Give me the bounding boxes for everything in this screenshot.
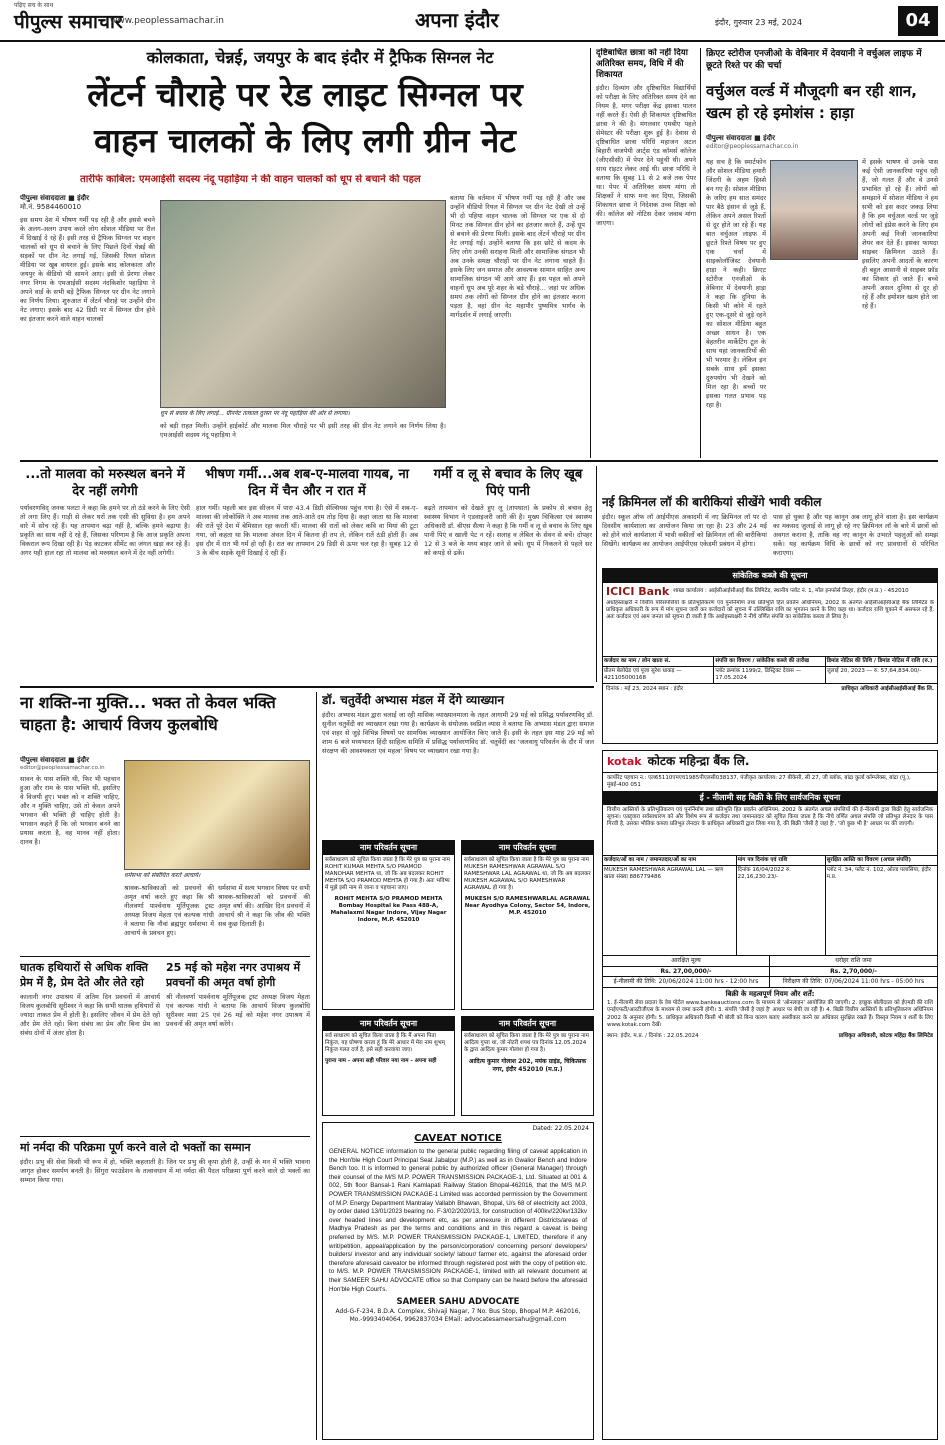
lead-col2 xyxy=(160,422,446,456)
acharya-headline-2: चाहता है: आचार्य विजय कुलबोधि xyxy=(20,715,218,734)
acharya-caption: धर्मसभा को संबोधित करते आचार्य। xyxy=(124,872,201,879)
name-change-notice-1 xyxy=(322,840,455,1010)
lecture-headline: डॉ. चतुर्वेदी अभ्यास मंडल में देंगे व्याख्यान xyxy=(322,693,505,707)
story-visually-impaired xyxy=(596,48,696,458)
name-change-notice-2 xyxy=(461,840,594,1010)
lead-mobile: मो.नं. 9584460010 xyxy=(20,202,82,211)
story-law-body: इंदौर। स्कूल ऑफ लॉ आईपीएस अकादमी में नए क्रिमिनल लॉ पर दो दिवसीय कार्यशाला का आयोजन किया जा रहा है। 23 और 24 मई को होने वाले कार्यशाला में भावी वकीलों को क्रिमिनल लॉ की बारीकियां सिखेंगे। कार्यक्रम का आयोजन आईपीएस एकेडमी प्रबंधन में होगा। xyxy=(602,513,767,548)
notice-1-sign: ROHIT MEHTA S/O PRAMOD MEHTA Bombay Hospital ke Pass 488-A, Mahalaxmi Nagar Indore, Vijay Nagar Indore, M.P. 452010 xyxy=(330,896,447,923)
masthead xyxy=(0,0,945,42)
kotak-tc-title: बिक्री के महत्वपूर्ण नियम और शर्तें: xyxy=(603,987,937,1001)
story-law-body-2: पास हो चुका है और यह कानून अब लागू होने वाला है। इस कार्यक्रम का मकसद जुलाई से लागू हो रहे नए क्रिमिनल लॉ के बारे में छात्रों को अवगत कराना है, ताकि वह नए कानून के उभरते पहलुओं को समझ सकें। यह कार्यक्रम विधि के छात्रों को नए प्रावधानों से परिचित कराएगा। xyxy=(773,513,938,557)
notice-2-body: सर्वसाधारण को सूचित किया जाता है कि मेरे पुत्र का पुराना नाम MUKESH RAMESHWAR AGRAWAL S/O RAMESHWAR LAL AGRAWAL था, जो कि अब बदलकर MUKESH AGRAWAL S/O RAMESHWAR AGRAWAL हो गया है। xyxy=(464,857,591,891)
caveat-notice xyxy=(322,1122,594,1440)
kotak-inspection-date: निरीक्षण की तिथि: 07/06/2024 11:00 hrs - 05:00 hrs xyxy=(770,976,937,987)
caveat-address: Add-G-F-234, B.D.A. Complex, Shivaji Nagar, 7 No. Bus Stop, Bhopal M.P. 462016, Mo.-9993404064, 9962837034 EMail: advocatesameersahu@gmail.com xyxy=(335,1307,581,1323)
acharya-col3 xyxy=(218,884,310,952)
acharya-caption-wrap xyxy=(124,872,310,882)
lead-kicker-wrap xyxy=(60,48,580,70)
notice-3-title: नाम परिवर्तन सूचना xyxy=(323,1017,454,1031)
acharya-headline-wrap xyxy=(20,692,310,752)
lead-body-2: को बड़ी राहत मिली। उन्होंने हाईकोर्ट और मालवा मिल चौराहे पर भी इसी तरह की ग्रीन नेट लगाने का निर्णय लिया है। एमआईसी सदस्य नंदू पहाड़िया ने xyxy=(160,422,446,439)
story-webinar-headline: वर्चुअल वर्ल्ड में मौजूदगी बन रही शान, खत्म हो रहे इमोशंस : हाड़ा xyxy=(706,82,917,122)
kotak-notice-title: ई - नीलामी सह बिक्री के लिए सार्वजनिक सूचना xyxy=(603,791,937,805)
story-webinar-body-2: में इसके भाषण से उनके पास कई ऐसी जानकारियां पहुंच रही हैं, जो गलत हैं और वे उनसे प्रभावित हो रहे हैं। लोगों को समझाने में सोशल मीडिया ने हम सभी को इस कदर जकड़ लिया है कि हम वर्चुअल वर्ल्ड पर जुड़े लोगों को इंप्रेस करने के लिए हम अपनी कई निजी जानकारियां शेयर कर देते हैं। इसका फायदा साइबर क्रिमिनल उठाते हैं। इसलिए अपनी आदतों के कारण ही बहुत आसानी से साइबर फ्रॉड का शिकार हो जाते हैं। बच्चे अपनी असल दुनिया से दूर हो रहे हैं और इमोशन खत्म होते जा रहे हैं। xyxy=(862,158,938,310)
lead-deck: तारीफे काबिल: एमआईसी सदस्य नंदू पहाड़िया ने की वाहन चालकों को धूप से बचाने की पहल xyxy=(80,174,421,185)
kotak-emd-amount: Rs. 2,70,000/- xyxy=(770,966,937,977)
kotak-place-date: स्थान: इंदौर, म.प्र. / दिनांक : 22.05.2024 xyxy=(607,1033,699,1040)
story-malwa-headline: ...तो मालवा को मरुस्थल बनने में देर नहीं लगेगी xyxy=(25,467,185,499)
story-webinar-body: यह सच है कि स्मार्टफोन और सोशल मीडिया हमारी जिंदगी के अहम हिस्से बन गए हैं। सोशल मीडिया के जरिए हम सात समंदर पार बैठे इंसान से जुड़े हैं, लेकिन अपने असल रिश्तों से दूर होते जा रहे हैं। यह बात वर्चुअल लाइफ में छूटते रिश्ते विषय पर हुए एक चर्चा में साइकोलॉजिस्ट देवयानी हाड़ा ने कही। क्रिएट स्टोरीज एनजीओ के वेबिनार में देवयानी हाड़ा ने कहा कि दुनिया के किसी भी कोने में रहते हुए एक-दूसरे से जुड़े रहने का सोशल मीडिया बहुत अच्छा साधन है। एक बेहतरीन मार्केटिंग टूल के साथ यहां जानकारियों की भी भरमार है। लेकिन इन सबके साथ हमें इसका दुरुपयोग भी देखने को मिल रहा है। बच्चों पर इसका गलत प्रभाव पड़ रहा है। xyxy=(706,158,766,409)
narmada-body: इंदौर। प्रभु की सेवा किसी भी रूप में हो, भक्ति कहलाती है। जिन पर प्रभु की कृपा होती है, उन्हीं के मन में भक्ति भावना जागृत होकर समर्पण बनती है। सिंगुरा फाउंडेशन के तत्वावधान में मां नर्मदा की पैदल परिक्रमा पूर्ण करने वाले दो भक्तों का सम्मान किया गया। xyxy=(20,1158,310,1184)
story-vi-headline: दृष्टिबाधित छात्रा को नहीं दिया अतिरिक्त समय, विधि में की शिकायत xyxy=(596,48,688,80)
notice-4-body: सर्वसाधारण को सूचित किया जाता है कि मेरे पुत्र का पुराना नाम आदित्य गुप्ता था, जो नोटरी शपथ पत्र दिनांक 12.05.2024 के द्वारा आदित्य कुमार गोलाश हो गया है। xyxy=(464,1033,589,1053)
icici-cell-property: प्लॉट क्रमांक 1199/2, डिस्ट्रिक्ट देवास — 17.05.2024 xyxy=(714,666,825,683)
story-webinar-col1 xyxy=(706,158,766,458)
notice-4-title: नाम परिवर्तन सूचना xyxy=(462,1017,593,1031)
column-rule xyxy=(316,692,317,1440)
notice-2-title: नाम परिवर्तन सूचना xyxy=(462,841,593,855)
notice-2-sign: MUKESH S/O RAMESHWARLAL AGRAWAL Near Ayodhya Colony, Sector 54, Indore, M.P. 452010 xyxy=(464,896,591,916)
story-malwa-desert xyxy=(20,466,190,682)
icici-branch: शाखा कार्यालय : आईसीआईसीआई बैंक लिमिटेड, स्थानीय प्लॉट नं. 1, मॉल इनफोर्स तिरहा, इंदौर (म.प्र.) - 452010 xyxy=(673,588,909,594)
story-webinar-kicker-wrap xyxy=(706,48,938,74)
story-heatwave-body: हाल गर्मी। पहली बार इस सीजन में पारा 43.4 डिग्री सेल्सियस पहुंच गया है। ऐसे में शब-ए-मालवा की लोकोक्ति ने अब मालवा तक आते-आते दम तोड़ दिया है। कहा जाता था कि मालवा की रातें पूरे देश में बेमिसाल रहा करती थीं। मालवा की रातों को लेकर कवि वा मियां की टूटा गया, जो कहता था कि मालवा अंचल दिन में कितना ही तप ले, लेकिन रातें ठंडी होती हैं। अब इस दौर में रात भी गर्म हो रही है। रात का तापमान 29 डिग्री से ऊपर चल रहा है। सुबह 12 से 3 के बीच सड़कें सूनी दिखाई दे रही हैं। xyxy=(196,504,418,557)
row-rule xyxy=(20,686,594,688)
story-narmada xyxy=(20,1140,310,1440)
story-mahesh-nagar xyxy=(166,960,310,1132)
story-water-headline: गर्मी व लू से बचाव के लिए खूब पिएं पानी xyxy=(433,467,583,499)
column-rule xyxy=(596,466,597,682)
icici-possession-notice xyxy=(602,568,938,744)
notice-1-body: सर्वसाधारण को सूचित किया जाता है कि मेरे पुत्र का पुराना नाम ROHIT KUMAR MEHTA S/O PRAMOD MANOHAR MEHTA था, जो कि अब बदलकर ROHIT MEHTA S/O PRAMOD MEHTA हो गया है। अतः भविष्य में मुझे इसी नाम से जाना व पहचाना जाए। xyxy=(325,857,450,891)
lecture-body: इंदौर। अभ्यास मंडल द्वारा चलाई जा रही मासिक व्याख्यानमाला के तहत आगामी 29 मई को प्रसिद्ध पर्यावरणविद् डॉ. सुनील चतुर्वेदी का व्याख्यान रखा गया है। कार्यक्रम के संयोजक स्वप्निल व्यास ने बताया कि अभ्यास मंडल द्वारा समाज एवं शहर से जुड़े विभिन्न विषयों पर सामयिक व्याख्यान आयोजित किए जाते हैं। इसी के तहत इस माह 29 मई को शाम 6 बजे मध्यभारत हिंदी साहित्य समिति में प्रसिद्ध पर्यावरणविद डॉ. चतुर्वेदी का 'जलवायु परिवर्तन के दौर में जल संरक्षण की आवश्यकता एवं महत्व' विषय पर व्याख्यान रखा गया है। xyxy=(322,711,594,755)
story-lecture xyxy=(322,692,594,832)
kotak-col-3: सुरक्षित आस्ति का विवरण (अचल संपत्ति) xyxy=(826,857,911,863)
lead-photo xyxy=(160,200,446,408)
acharya-body-2: श्रावक-श्राविकाओं को प्रवचनों की अमृत वर्षा करते हुए कहा कि श्री नीलवर्णा पार्श्वनाथ मूर्तिपूजक ट्रस्ट अध्यक्ष विजय मेहता एवं कल्पक गांधी ने बताया कि नौवां ब्रह्मपुर धर्मसभा में आचार्य के प्रवचन हुए। xyxy=(124,884,214,937)
kotak-bank-name: कोटक महिन्द्रा बैंक लि. xyxy=(647,754,750,768)
lead-headline xyxy=(20,72,590,172)
narmada-headline: मां नर्मदा की परिक्रमा पूर्ण करने वाले दो भक्तों का सम्मान xyxy=(20,1141,251,1154)
lead-byline: पीपुल्स संवाददाता ■ इंदौर xyxy=(20,194,89,202)
mahesh-nagar-body: श्री नीलवर्णा पार्श्वनाथ मूर्तिपूजक ट्रस्ट अध्यक्ष विजय मेहता एवं कल्पक गांधी ने बताया कि आचार्य विजय कुलबोधि सूरीश्वर मसा 25 एवं 26 मई को महेश नगर उपाश्रय में प्रवचनों की अमृत वर्षा करेंगे। xyxy=(166,993,310,1028)
icici-place: दिनांक : मई 23, 2024 स्थान : इंदौर xyxy=(606,686,684,692)
column-rule xyxy=(700,48,701,458)
kotak-address: कार्पोरेट पहचान न.: एल65110एमएच1985पीएलसी038137, पंजीकृत कार्यालय: 27 बीकेसी, सी 27, जी ब्लॉक, बांद्रा कुर्ला कॉम्प्लेक्स, बांद्रा (पू.), मुंबई-400 051 xyxy=(607,775,911,788)
lead-headline-line1: लेंटर्न चौराहे पर रेड लाइट सिग्नल पर xyxy=(87,75,523,114)
kotak-cell-property: प्लॉट नं. 34, फ्लैट नं. 102, ओल्ड पलासिया, इंदौर म.प्र. xyxy=(826,865,937,955)
story-drink-water xyxy=(424,466,592,682)
lead-body-3: बताया कि वर्तमान में भीषण गर्मी पड़ रही है और जब उन्होंने वीडियो रियल में सिग्नल पर ग्रीन नेट देखी तो उन्हें भी दो पहिया वाहन चालक जो सिग्नल पर एक से दो मिनट तक सिग्नल ग्रीन होने का इंतजार करते हैं, उन्हें धूप से बचाने की प्रेरणा मिली। इसके बाद लेंटर्न चौराहे पर ग्रीन नेट लगाई गई। उन्होंने बताया कि इस छोटे से कदम के लिए लोग उनकी सराहना मिली और सामाजिक संगठन भी अब उनके समक्ष चौराहों पर ग्रीन नेट लगाना चाहते हैं। इसके लिए जन समाज और आवश्यक सामान साहित अन्य सामाजिक संगठन भी आगे आए हैं। इस पहल को अपने वाहनों धूप अब पूरे शहर के बड़े चौराहे... जहां पर अधिक समय तक लोगों को सिग्नल ग्रीन होने का इंतजार करना पड़ता है, वहां ग्रीन नेट महापौर पुष्यमित्र भार्गव के मार्गदर्शन में लगाई जाएगी। xyxy=(450,194,585,319)
story-weapons-love xyxy=(20,960,160,1132)
weapons-headline: घातक हथियारों से अधिक शक्ति प्रेम में है, प्रेम देते और लेते रहो xyxy=(20,961,149,989)
lead-photo-caption: धूप से बचाव के लिए लगाई... ग्रीननेट तत्काल दुरस्त पर नंदू पहाड़िया की ओर से लगाया। xyxy=(160,410,350,417)
name-change-notice-3 xyxy=(322,1016,455,1116)
acharya-byline: पीपुल्स संवाददाता ■ इंदौर xyxy=(20,756,89,764)
devyani-portrait xyxy=(770,160,858,260)
section-title: अपना इंदौर xyxy=(415,8,499,32)
story-webinar-byline-wrap xyxy=(706,134,938,156)
icici-cell-borrower: प्रीतम बेलोग्रेड एवं पूजा सुरेश धाकड़ — 421105000168 xyxy=(603,666,714,683)
kotak-logo: kotak xyxy=(607,755,642,768)
lead-headline-line2: वाहन चालकों के लिए लगी ग्रीन नेट xyxy=(94,121,516,160)
story-webinar-kicker: क्रिएट स्टोरीज एनजीओ के वेबिनार में देवयानी ने वर्चुअल लाइफ में छूटते रिश्ते पर की चर्चा xyxy=(706,49,922,71)
kotak-auction-date: ई-नीलामी की तिथि: 20/06/2024 11:00 hrs - 12:00 hrs xyxy=(603,976,770,987)
notice-3-sign: पुराना नाम - अपना सही परिवार नया नाम - अपना सही xyxy=(325,1058,437,1064)
lead-caption-wrap xyxy=(160,410,446,420)
name-change-notice-4 xyxy=(461,1016,594,1116)
caveat-sign: SAMEER SAHU ADVOCATE xyxy=(396,1297,520,1308)
story-webinar-email[interactable]: editor@peoplessamachar.co.in xyxy=(706,142,799,150)
brand-logo: पीपुल्स समाचार xyxy=(14,11,123,33)
story-water-body: बढ़ते तापमान को देखते हुए लू (तापघात) के प्रकोप से बचाव हेतु स्वास्थ्य विभाग ने एडवाइजरी जारी की है। मुख्य चिकित्सा एवं स्वास्थ्य अधिकारी डॉ. बीएस सैत्या ने कहा है कि गर्मी व लू से बचाव के लिए खूब पानी पिएं व खाली पेट न रहें। सलाह व लेबिल के सेवन से बचें। दोपहर 12 से 3 बजे के मध्य बाहर जाने से बचें। धूप में निकलने से पहले सर को कपड़े से ढकें। xyxy=(424,504,592,557)
acharya-body-3: धर्मसभा में सत्य भगवान विषय पर सभी श्रावक-श्राविकाओं को प्रवचनों की अमृत वर्षा की। आखिर दिन प्रवचनों में आचार्य श्री ने कहा कि जीव की भक्ति सब कुछ दिलाती है। xyxy=(218,884,310,928)
kotak-notice-body: वित्तीय आस्तियों के प्रतिभूतिकरण एवं पुनर्निर्माण तथा प्रतिभूति हित प्रवर्तन अधिनियम, 2002 के अंतर्गत अचल संपत्तियों की ई-नीलामी द्वारा बिक्री हेतु सार्वजनिक सूचना। एतद्द्वारा सर्वसाधारण को और विशेष रूप से कर्जदार तथा जमानतदार को सूचित किया जाता है कि नीचे वर्णित अचल संपत्ति जो प्रतिभूत लेनदार के पास गिरवी है, उसका भौतिक कब्जा प्रतिभूत लेनदार के प्राधिकृत अधिकारी द्वारा लिया गया है, की बिक्री 'जैसी है जहां है', 'जो कुछ भी है' आधार पर की जाएगी। xyxy=(607,807,933,827)
kotak-terms: 1. ई-नीलामी सेवा प्रदाता के वेब पोर्टल www.bankeauctions.com के माध्यम से 'ऑनलाइन' आयोजित की जाएगी। 2. इच्छुक बोलीदाता को ईएमडी की राशि एनईएफटी/आरटीजीएस के माध्यम से जमा करनी होगी। 3. संपत्ति 'जैसी है जहां है' आधार पर बेची जा रही है। 4. बिक्री वित्तीय आस्तियों के प्रतिभूतिकरण अधिनियम 2002 के अनुसार होगी। 5. प्राधिकृत अधिकारी किसी भी बोली को बिना कारण बताए अस्वीकार करने का अधिकार सुरक्षित रखते हैं। विस्तृत नियम व शर्तों के लिए www.kotak.com देखें। xyxy=(607,1000,933,1028)
story-webinar-col3 xyxy=(862,158,938,458)
row-rule xyxy=(20,956,310,957)
kotak-signatory: प्राधिकृत अधिकारी, कोटक महिंद्रा बैंक लिमिटेड xyxy=(838,1033,933,1040)
acharya-body: सावन के पास शक्ति थी, फिर भी पहचान हुआ और राम के पास भक्ति थी, इसलिए वे विजयी हुए। भक्त को न शक्ति चाहिए, और न मुक्ति चाहिए, उसे तो केवल अपने भगवान की भक्ति ही चाहिए होती है। भगवान कहते हैं कि जो भगवान बनने का प्रयास करता है, वह मानव नहीं होता। दानव है। xyxy=(20,774,120,846)
caveat-title: CAVEAT NOTICE xyxy=(414,1132,502,1144)
icici-col-3: डिमांड नोटिस की तिथि / डिमांड नोटिस में राशि (रु.) xyxy=(826,658,933,664)
icici-notice-title: सांकेतिक कब्जे की सूचना xyxy=(603,569,937,583)
kotak-auction-notice xyxy=(602,750,938,1440)
acharya-col2 xyxy=(124,884,214,952)
lead-body-1: इस समय देश में भीषण गर्मी पड़ रही है और इससे बचने के अलग-अलग उपाय करते लोग सोशल मीडिया पर रील में दिखाई दे रहे हैं। इसी तरह से ट्रैफिक सिग्नल पर वाहन चालकों को धूप से बचाने के लिए पिछले दिनों चेन्नई की सड़कों पर ग्रीन नेट लगाई गई, जिसकी रियल सोशल मीडिया पर खूब वायरल हुई। इसके बाद कोलकाता और जयपुर के वीडियो भी सामने आए। इसी से प्रेरणा लेकर नगर निगम के एमआईसी सदस्य नंदकिशोर पहाड़िया ने अपने वार्ड के सभी बड़े ट्रैफिक सिग्नल पर ग्रीन नेट लगाने का निर्णय लिया। शुरुआत में लेंटर्न चौराहे पर उन्होंने ग्रीन नेट लगाए। इसके बाद 42 डिग्री पर में सिग्नल ग्रीन होने का इंतजार करने वाले वाहन चालकों xyxy=(20,215,155,323)
story-malwa-body: पर्यावरणविद् जनक पलटा ने कहा कि हमने पर तो ठंडे करने के लिए ऐसी तो लगा लिए हैं। गाड़ी से लेकर घरों तक एसी की सुविधा है। हम अपने वारे में सोच रहे हैं। यह तापमान बढ़ा नहीं है, बल्कि हमने बढ़ाया है। प्रकृति का साथ नहीं दे रहे हैं, जिसका परिणाम है कि आज प्रकृति अपना विकराल रूप दिखा रही है। पेड़ काटकर सीमेंट का जंगल खड़ा कर रहे हैं। अगर यही हाल रहा तो मालवा को मरुस्थल बनने में देर नहीं लगेगी। xyxy=(20,504,190,557)
story-heatwave-headline: भीषण गर्मी...अब शब-ए-मालवा गायब, ना दिन में चैन और न रात में xyxy=(204,467,410,499)
caveat-body: GENERAL NOTICE information to the general public regarding filing of caveat application in the Hon'ble High Court Principal Seat Jabalpur (M.P.) as well as in Gwalior Bench and Indore Bench too. It is informed to general public by authorized officer (General Manager) through their counsel of the M/S M.P. POWER TRANSMISSION PACKAGE-1, Ltd. Situated at 001 & 002, 5th floor Bansal-1 Rani Kamlapati Railway Station Bhopal-462016, that the M/S M.P. POWER TRANSMISSION PACKAGE-1 Limited was accorded permission by the Government of M.P. Energy Department Mantralay Vallabh Bhawan, Bhopal, U/s 68 of electricity act 2003, by order dated 13/01/2023 bearing no. F-3/02/2020/13, for construction of 400kv/220kv/132kv over headed lines and development etc, as per annexure in different Districts/areas of Madhya Pradesh as per the terms and conditions and in this regard a caveat is being preferred by M/S. M.P. POWER TRANSMISSION PACKAGE-1, LIMITED, therefore if any writ/petition, appeal/application by the person/corporation/ concerning person/ developers/ builders/ investor and any individual/ society/ labour/ farmer etc, against the aforesaid order therefore aforesaid caveator be informed through registered post with the copy of petition etc. to M/S. M.P. POWER TRANSMISSION PACKAGE-1, limited with all relevant document at their SAMEER SAHU ADVOCATE office so that Company can be heard before the aforesaid Hon'ble High Court's. xyxy=(329,1148,587,1293)
kotak-col-1: कर्जदार/ओं का नाम / जमानतदार/ओं का नाम xyxy=(603,856,737,865)
row-rule xyxy=(20,1136,310,1137)
icici-logo: ICICI Bank xyxy=(606,585,670,598)
icici-notice-body: अधोहस्ताक्षरी ने वित्तीय परिसंपत्तियों के प्रतिभूतिकरण एवं पुनर्निर्माण तथा प्रतिभूति हित प्रवर्तन अधिनियम, 2002 के अंतर्गत आईसीआईसीआई बैंक लिमिटेड के प्राधिकृत अधिकारी के रूप में मांग सूचना जारी कर कर्जदारों को सूचना में उल्लिखित राशि का भुगतान करने के लिए कहा था। कर्जदार राशि चुकाने में असफल रहे हैं, अतः कर्जदार एवं आम जनता को सूचना दी जाती है कि अधोहस्ताक्षरी ने नीचे वर्णित संपत्ति का सांकेतिक कब्जा ले लिया है। xyxy=(606,600,934,620)
story-law-headline: नई क्रिमिनल लॉ की बारीकियां सीखेंगे भावी वकील xyxy=(602,495,822,509)
acharya-col1 xyxy=(20,756,120,952)
lead-kicker: कोलकाता, चेन्नई, जयपुर के बाद इंदौर में ट्रैफिक सिग्नल नेट xyxy=(146,48,494,67)
notice-3-body: सर्व साधारण को सूचित किया जाता है कि मैं अपना पिता निकुंज, यह घोषणा करता हूं कि मेरे आधार में मेरा नाम शुभम् निकुंज गलत दर्ज है, इसे सही करवाया जाए। xyxy=(325,1033,445,1053)
kotak-cell-demand: दिनांक 16/04/2022 रु. 22,16,230.23/- xyxy=(737,865,826,955)
caveat-date: Dated: 22.05.2024 xyxy=(532,1125,589,1132)
kotak-col-2: मांग पत्र दिनांक एवं राशि xyxy=(737,856,826,865)
mahesh-nagar-headline: 25 मई को महेश नगर उपाश्रय में प्रवचनों की अमृत वर्षा होगी xyxy=(166,961,301,989)
lead-col1 xyxy=(20,194,155,454)
story-webinar-headline-wrap xyxy=(706,80,938,130)
acharya-headline-1: ना शक्ति-ना मुक्ति... भक्त तो केवल भक्ति xyxy=(20,693,276,712)
story-criminal-law xyxy=(602,494,938,564)
column-rule xyxy=(590,48,591,458)
story-webinar-byline: पीपुल्स संवाददाता ■ इंदौर xyxy=(706,134,775,142)
story-heatwave xyxy=(196,466,418,682)
kotak-cell-borrower: MUKESH RAMESHWAR AGRAWAL LAL — ऋण खाता संख्या 886779486 xyxy=(603,865,737,955)
lead-deck-wrap xyxy=(80,174,590,188)
weapons-body: कालानी नगर उपाश्रय में अतिम दिन प्रवचनों में आचार्य विजय कुलबोधि सूरीश्वर ने कहा कि सभी घातक हथियारों से ज्यादा ताकत प्रेम में होती है। इसलिए जीवन में प्रेम देते रहो और प्रेम लेते रहो। बिना संबंध का प्रेम और बिना प्रेम का संबंध दोनों में अंतर होता है। xyxy=(20,993,160,1037)
kotak-reserve-price: Rs. 27,00,000/- xyxy=(603,966,770,977)
story-vi-body: इंदौर। दिव्यांग और दृष्टिबाधित विद्यार्थियों को परीक्षा के लिए अतिरिक्त समय देने का नियम है, मगर परीक्षा केंद्र इसका पालन नहीं करते हैं। ऐसी ही शिकायत दृष्टिबाधित छात्रा ने की है। मंगलवार एमबीए पहले सेमेस्टर की परीक्षा शुरू हुई है। देवास से दृष्टिबाधित छात्रा परिधि महाजन अटल बिहारी वाजपेयी आर्ट्स एंड कॉमर्स कॉलेज (जीएसीसी) में पेपर देने पहुंची थी। अपने साथ राइटर लेकर आई थी। छात्रा परिधि ने बताया कि सुबह 11 से 2 बजे तक पेपर था। पेपर में अतिरिक्त समय मांगा तो शिक्षकों ने साफ मना कर दिया, जिसकी शिकायत छात्रा ने निदेशक उच्च शिक्षा को की। कॉलेज को नोटिस देकर जवाब मांगा जाएगा। xyxy=(596,84,696,227)
icici-col-1: कर्जदार का नाम / लोन खाता सं. xyxy=(603,657,714,666)
lead-col3 xyxy=(450,194,585,454)
kotak-emd-label: धरोहर राशि जमा xyxy=(835,957,872,964)
brand-tagline: पढ़िए सच के साथ xyxy=(14,2,54,9)
dateline: इंदौर, गुरुवार 23 मई, 2024 xyxy=(715,18,803,27)
row-rule xyxy=(20,460,938,462)
icici-col-2: संपत्ति का विवरण / सांकेतिक कब्जे की तारीख xyxy=(714,657,825,666)
notice-1-title: नाम परिवर्तन सूचना xyxy=(323,841,454,855)
site-url[interactable]: www.peoplessamachar.in xyxy=(110,16,224,26)
icici-signatory: प्राधिकृत अधिकारी आईसीआईसीआई बैंक लि. xyxy=(841,686,934,692)
icici-cell-amount: जुलाई 20, 2023 — रु. 57,64,834.00/- xyxy=(826,666,937,683)
kotak-reserve-label: आरक्षित मूल्य xyxy=(603,956,770,966)
acharya-email[interactable]: editor@peoplessamachar.co.in xyxy=(20,764,105,771)
page-number: 04 xyxy=(898,6,938,36)
acharya-photo xyxy=(124,760,310,870)
notice-4-sign: आदित्य कुमार गोलाश 202, मयंक ग्राइंड, चिकित्सक नगर, इंदौर 452010 (म.प्र.) xyxy=(468,1058,587,1073)
